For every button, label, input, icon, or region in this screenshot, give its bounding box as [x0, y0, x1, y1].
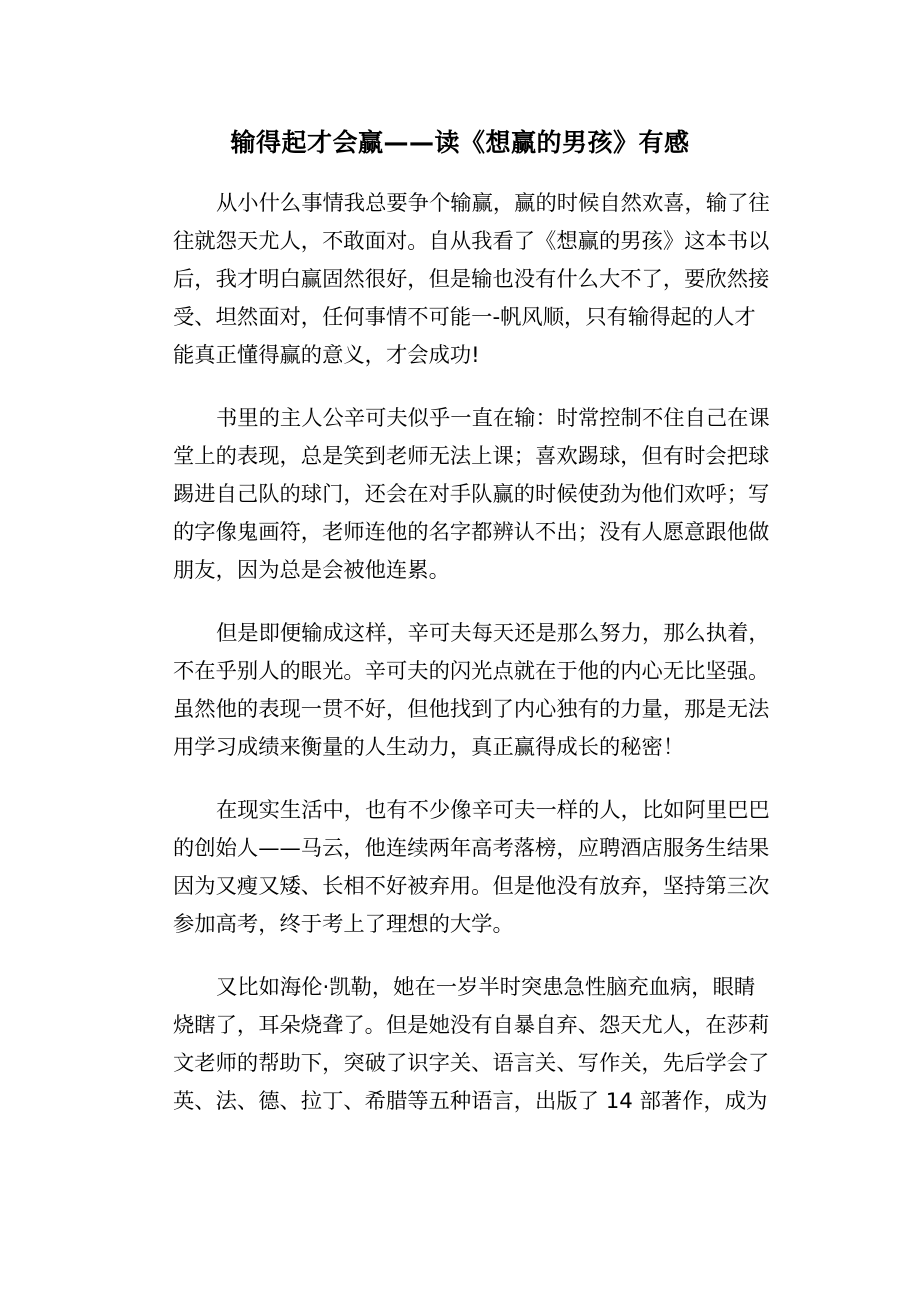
paragraph-line: 参加高考，终于考上了理想的大学。: [173, 912, 514, 937]
paragraph-line: 但是即便输成这样，辛可夫每天还是那么努力，那么执着，: [216, 621, 770, 646]
paragraph-line: 踢进自己队的球门，还会在对手队赢的时候使劲为他们欢呼；写: [173, 482, 770, 507]
paragraph-line: 书里的主人公辛可夫似乎一直在输：时常控制不住自己在课: [216, 406, 770, 431]
paragraph-line: 烧瞎了，耳朵烧聋了。但是她没有自暴自弃、怨天尤人，在莎莉: [173, 1013, 770, 1038]
paragraph-line: 堂上的表现，总是笑到老师无法上课；喜欢踢球，但有时会把球: [173, 444, 770, 469]
paragraph-line: 后，我才明白赢固然很好，但是输也没有什么大不了，要欣然接: [173, 267, 770, 292]
paragraph-line: 在现实生活中，也有不少像辛可夫一样的人，比如阿里巴巴: [216, 798, 770, 823]
paragraph: [173, 969, 783, 1121]
paragraph-line: 不在乎别人的眼光。辛可夫的闪光点就在于他的内心无比坚强。: [173, 659, 770, 684]
document-title: 输得起才会赢——读《想赢的男孩》有感: [230, 128, 690, 157]
paragraph-line: 受、坦然面对，任何事情不可能一-帆风顺，只有输得起的人才: [173, 305, 756, 330]
paragraph: [173, 400, 783, 590]
paragraph-line: 文老师的帮助下，突破了识字关、语言关、写作关，先后学会了: [173, 1051, 770, 1076]
paragraph: [173, 615, 783, 767]
paragraph-line: 因为又瘦又矮、长相不好被弃用。但是他没有放弃，坚持第三次: [173, 874, 770, 899]
paragraph-line: 的字像鬼画符，老师连他的名字都辨认不出；没有人愿意跟他做: [173, 520, 770, 545]
paragraph-line: 用学习成绩来衡量的人生动力，真正赢得成长的秘密！: [173, 735, 685, 760]
paragraph-line: 英、法、德、拉丁、希腊等五种语言，出版了 14 部著作，成为: [173, 1089, 768, 1114]
paragraph-line: 朋友，因为总是会被他连累。: [173, 558, 450, 583]
paragraph-line: 能真正懂得赢的意义，才会成功!: [173, 343, 480, 368]
paragraph-line: 往就怨天尤人，不敢面对。自从我看了《想赢的男孩》这本书以: [173, 229, 770, 254]
paragraph-line: 又比如海伦·凯勒，她在一岁半时突患急性脑充血病，眼睛: [216, 975, 756, 1000]
paragraph-line: 的创始人——马云，他连续两年高考落榜，应聘酒店服务生结果: [173, 836, 770, 861]
paragraph-line: 虽然他的表现一贯不好，但他找到了内心独有的力量，那是无法: [173, 697, 770, 722]
paragraph: [173, 792, 783, 944]
paragraph: [173, 185, 783, 375]
document-body: [173, 185, 783, 1146]
paragraph-line: 从小什么事情我总要争个输赢，赢的时候自然欢喜，输了往: [216, 191, 770, 216]
